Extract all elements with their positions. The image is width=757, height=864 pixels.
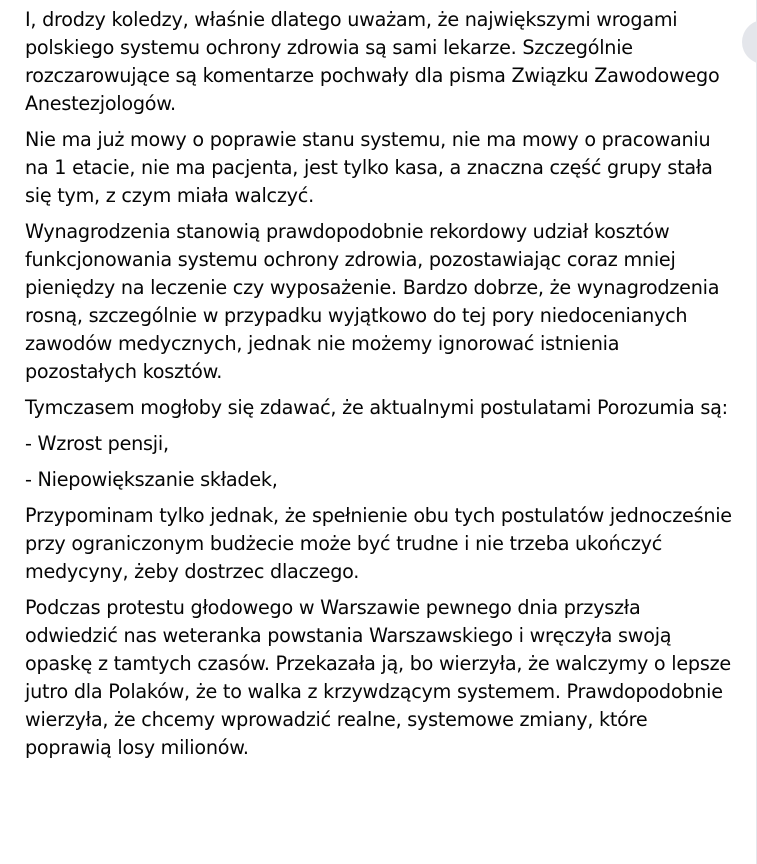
post-paragraph: Nie ma już mowy o poprawie stanu systemu, nie ma mowy o pracowaniu na 1 etacie, nie ma pacjenta, jest tylko kasa, a znaczna część grupy stała się tym, z czym miała walczyć. bbox=[25, 128, 713, 207]
post-paragraph: Wynagrodzenia stanowią prawdopodobnie rekordowy udział kosztów funkcjonowania systemu ochrony zdrowia, pozostawiając coraz mniej pieniędzy na leczenie czy wyposażenie. Bardzo dobrze, że wynagrodzenia rosną, szczególnie w przypadku wyjątkowo do tej pory niedocenianych zawodów medycznych, jednak nie możemy ignorować istnienia pozostałych kosztów. bbox=[25, 220, 720, 383]
post-body-text bbox=[25, 6, 733, 770]
post-paragraph: I, drodzy koledzy, właśnie dlatego uważam, że największymi wrogami polskiego systemu ochrony zdrowia są sami lekarze. Szczególnie rozczarowujące są komentarze pochwały dla pisma Związku Zawodowego Anestezjologów. bbox=[25, 8, 720, 115]
post-options-button[interactable] bbox=[742, 20, 757, 64]
post-paragraph: Tymczasem mogłoby się zdawać, że aktualnymi postulatami Porozumia są: bbox=[25, 396, 728, 419]
post-list-item: - Wzrost pensji, bbox=[25, 432, 169, 455]
post-paragraph: Podczas protestu głodowego w Warszawie pewnego dnia przyszła odwiedzić nas weteranka powstania Warszawskiego i wręczyła swoją opaskę z tamtych czasów. Przekazała ją, bo wierzyła, że walczymy o lepsze jutro dla Polaków, że to walka z krzywdzącym systemem. Prawdopodobnie wierzyła, że chcemy wprowadzić realne, systemowe zmiany, które poprawią losy milionów. bbox=[25, 596, 731, 759]
post-list-item: - Niepowiększanie składek, bbox=[25, 468, 278, 491]
post-paragraph: Przypominam tylko jednak, że spełnienie obu tych postulatów jednocześnie przy ograniczonym budżecie może być trudne i nie trzeba ukończyć medycyny, żeby dostrzec dlaczego. bbox=[25, 504, 732, 583]
